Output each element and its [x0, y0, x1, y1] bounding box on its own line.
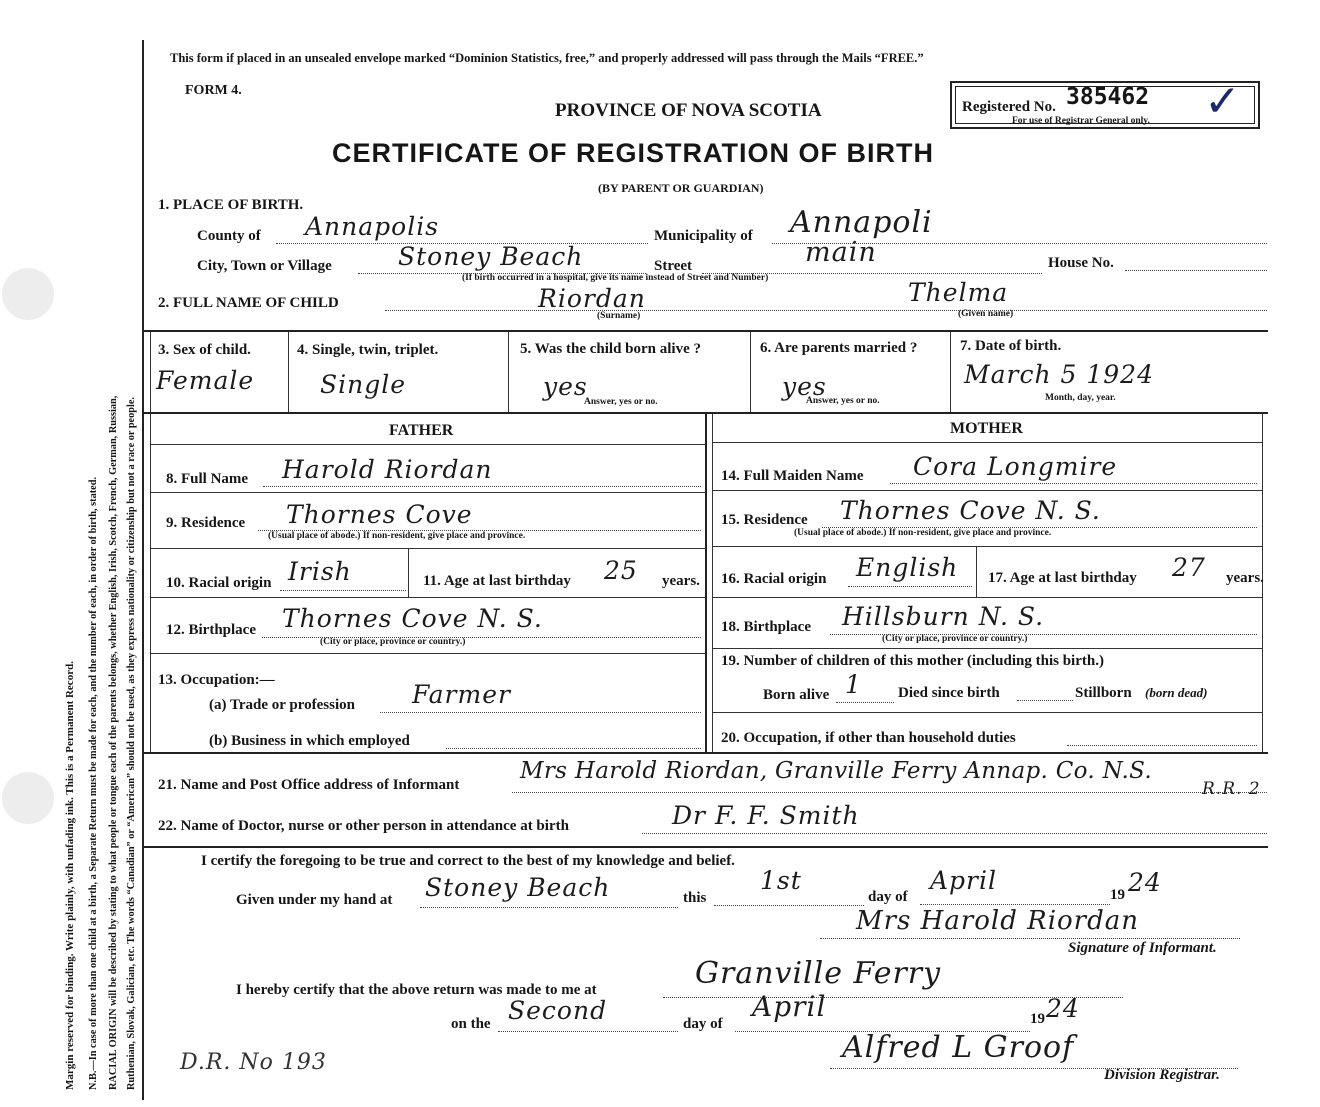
- registrar-statement: I hereby certify that the above return was made to me at: [236, 982, 597, 998]
- date-of-birth-label: 7. Date of birth.: [960, 338, 1062, 354]
- mother-age-unit: years.: [1226, 570, 1264, 586]
- postal-notice: This form if placed in an unsealed envelope marked “Dominion Statistics, free,” and properly addressed will pass through the Mails “FREE.”: [170, 51, 924, 65]
- street-label: Street: [654, 258, 693, 274]
- born-alive-note: Answer, yes or no.: [584, 397, 658, 407]
- registrar-month: April: [752, 990, 827, 1023]
- father-racial-label: 10. Racial origin: [166, 575, 272, 591]
- mother-birthplace-label: 18. Birthplace: [721, 619, 811, 635]
- born-alive-count-label: Born alive: [763, 687, 830, 703]
- born-alive-count-value: 1: [845, 670, 862, 699]
- mother-residence-label: 15. Residence: [721, 512, 808, 528]
- father-name-label: 8. Full Name: [166, 471, 249, 487]
- punch-hole-top: [2, 268, 54, 320]
- mother-children-label: 19. Number of children of this mother (including this birth.): [721, 653, 1104, 669]
- father-name-value: Harold Riordan: [282, 455, 493, 484]
- margin-note-multiple-births: N.B.—In case of more than one child at a birth, a Separate Return must be made for each, and the number of each, in order of birth, stated.: [88, 476, 99, 1090]
- certify-day-of-label: day of: [868, 889, 908, 905]
- child-name-label: 2. FULL NAME OF CHILD: [158, 295, 339, 311]
- doctor-value: Dr F. F. Smith: [672, 801, 860, 830]
- margin-note-binding: Margin reserved for binding. Write plainly, with unfading ink. This is a Permanent Record.: [64, 661, 76, 1090]
- sex-value: Female: [156, 366, 255, 395]
- left-border: [142, 40, 144, 1100]
- mother-residence-note: (Usual place of abode.) If non-resident, give place and province.: [794, 528, 1052, 538]
- registrar-only-note: For use of Registrar General only.: [1012, 116, 1150, 126]
- mother-name-label: 14. Full Maiden Name: [721, 468, 864, 484]
- place-of-birth-heading: 1. PLACE OF BIRTH.: [158, 197, 304, 213]
- county-label: County of: [197, 228, 261, 244]
- county-value: Annapolis: [305, 212, 440, 241]
- registered-label: Registered No.: [962, 99, 1056, 115]
- stillborn-label: Stillborn: [1075, 685, 1132, 701]
- informant-value: Mrs Harold Riordan, Granville Ferry Annap. Co. N.S.: [520, 758, 1152, 784]
- father-birthplace-note: (City or place, province or country.): [320, 637, 466, 647]
- plurality-value: Single: [320, 370, 407, 399]
- mother-birthplace-note: (City or place, province or country.): [882, 634, 1028, 644]
- city-label: City, Town or Village: [197, 258, 332, 274]
- house-number-label: House No.: [1048, 255, 1114, 271]
- doctor-label: 22. Name of Doctor, nurse or other person in attendance at birth: [158, 818, 569, 834]
- father-birthplace-label: 12. Birthplace: [166, 622, 256, 638]
- child-surname: Riordan: [538, 284, 646, 313]
- checkmark-icon: ✓: [1204, 76, 1241, 127]
- registrar-on-the-label: on the: [451, 1016, 491, 1032]
- father-residence-label: 9. Residence: [166, 515, 246, 531]
- mother-racial-value: English: [856, 553, 959, 582]
- certify-statement: I certify the foregoing to be true and correct to the best of my knowledge and belief.: [201, 853, 735, 869]
- father-birthplace-value: Thornes Cove N. S.: [282, 604, 543, 633]
- given-under-hand-label: Given under my hand at: [236, 892, 393, 908]
- informant-signature-label: Signature of Informant.: [1068, 940, 1217, 956]
- registrar-day: Second: [508, 996, 608, 1025]
- certificate-subtitle: (BY PARENT OR GUARDIAN): [598, 181, 764, 195]
- mother-age-label: 17. Age at last birthday: [988, 570, 1137, 586]
- registrar-year-prefix: 19: [1030, 1011, 1045, 1027]
- father-age-value: 25: [604, 556, 638, 585]
- margin-note-racial-examples: Ruthenian, Slovak, Galician, etc. The words “Canadian” or “American” should not be used, as they express nationality or citizenship but not a race or people.: [126, 397, 137, 1090]
- registrar-signature: Alfred L Groof: [842, 1030, 1075, 1065]
- certify-year: 24: [1128, 868, 1162, 897]
- parents-married-label: 6. Are parents married ?: [760, 340, 918, 356]
- registrar-place: Granville Ferry: [695, 956, 942, 991]
- father-occupation-label: 13. Occupation:—: [158, 672, 275, 688]
- father-heading: FATHER: [389, 422, 454, 439]
- parents-married-value: yes: [782, 372, 827, 401]
- surname-note: (Surname): [597, 311, 641, 321]
- mother-occupation-label: 20. Occupation, if other than household duties: [721, 730, 1016, 746]
- registered-number: 385462: [1066, 84, 1150, 110]
- date-of-birth-value: March 5 1924: [964, 360, 1154, 389]
- father-business-label: (b) Business in which employed: [209, 733, 410, 749]
- certify-this-label: this: [683, 890, 707, 906]
- registrar-signature-label: Division Registrar.: [1104, 1067, 1220, 1083]
- father-racial-value: Irish: [288, 557, 352, 586]
- registrar-year: 24: [1046, 994, 1080, 1023]
- sex-label: 3. Sex of child.: [158, 342, 251, 358]
- certify-month: April: [930, 866, 997, 895]
- city-value: Stoney Beach: [398, 242, 584, 271]
- certify-day: 1st: [760, 866, 802, 895]
- certify-place: Stoney Beach: [425, 873, 611, 902]
- hospital-note: (If birth occurred in a hospital, give its name instead of Street and Number): [462, 273, 769, 283]
- municipality-label: Municipality of: [654, 228, 753, 244]
- born-alive-label: 5. Was the child born alive ?: [520, 341, 701, 357]
- street-value: main: [805, 237, 877, 268]
- father-trade-value: Farmer: [412, 680, 511, 709]
- mother-racial-label: 16. Racial origin: [721, 571, 827, 587]
- plurality-label: 4. Single, twin, triplet.: [297, 342, 439, 358]
- born-alive-value: yes: [543, 372, 588, 401]
- parents-married-note: Answer, yes or no.: [806, 396, 880, 406]
- child-given-name: Thelma: [908, 278, 1009, 307]
- registrar-day-of-label: day of: [683, 1016, 723, 1032]
- given-name-note: (Given name): [958, 309, 1014, 319]
- district-registrar-note: D.R. No 193: [180, 1050, 327, 1075]
- father-residence-value: Thornes Cove: [286, 500, 473, 529]
- certificate-title: CERTIFICATE OF REGISTRATION OF BIRTH: [332, 138, 934, 168]
- informant-signature: Mrs Harold Riordan: [856, 906, 1140, 936]
- stillborn-note: (born dead): [1145, 685, 1208, 700]
- father-age-unit: years.: [662, 573, 700, 589]
- date-of-birth-note: Month, day, year.: [1045, 393, 1116, 403]
- mother-name-value: Cora Longmire: [913, 452, 1118, 481]
- informant-rr: R.R. 2: [1202, 779, 1261, 799]
- informant-label: 21. Name and Post Office address of Informant: [158, 777, 460, 793]
- punch-hole-bottom: [2, 772, 54, 824]
- father-age-label: 11. Age at last birthday: [423, 573, 571, 589]
- father-residence-note: (Usual place of abode.) If non-resident, give place and province.: [268, 531, 526, 541]
- form-number: FORM 4.: [185, 83, 242, 98]
- certify-year-prefix: 19: [1110, 887, 1125, 903]
- father-trade-label: (a) Trade or profession: [209, 697, 355, 713]
- mother-age-value: 27: [1172, 553, 1206, 582]
- margin-note-racial-origin: RACIAL ORIGIN will be described by stating to what people or tongue each of the parents belongs, whether English, Irish, Scotch, French, German, Russian,: [108, 395, 119, 1090]
- municipality-value: Annapoli: [790, 205, 933, 240]
- mother-residence-value: Thornes Cove N. S.: [840, 496, 1101, 525]
- province-heading: PROVINCE OF NOVA SCOTIA: [555, 100, 822, 121]
- died-since-birth-label: Died since birth: [898, 685, 1000, 701]
- mother-birthplace-value: Hillsburn N. S.: [842, 602, 1045, 631]
- mother-heading: MOTHER: [950, 420, 1023, 437]
